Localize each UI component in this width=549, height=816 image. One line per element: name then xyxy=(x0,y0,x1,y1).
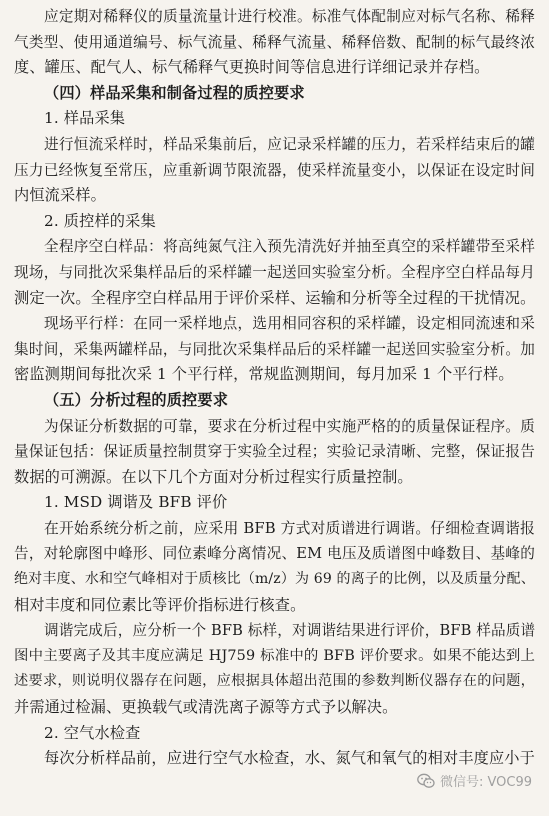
text-line: 图中主要离子及其丰度应满足 HJ759 标准中的 BFB 评价要求。如果不能达到上 xyxy=(14,647,535,664)
text-line: 测定一次。全程序空白样品用于评价采样、运输和分析等全过程的干扰情况。 xyxy=(14,288,535,307)
section-heading: （五）分析过程的质控要求 xyxy=(44,390,229,409)
text-line: 现场，与同批次采集样品后的采样罐一起送回实验室分析。全程序空白样品每月 xyxy=(14,263,535,281)
text-line: 2. 空气水检查 xyxy=(44,723,141,742)
text-line: 密监测期间每批次采 1 个平行样，常规监测期间，每月加采 1 个平行样。 xyxy=(14,365,514,384)
text-line: 现场平行样：在同一采样地点，选用相同容积的采样罐，设定相同流速和采 xyxy=(44,315,535,333)
text-line: 气类型、使用通道编号、标气流量、稀释气流量、稀释倍数、配制的标气最终浓 xyxy=(14,33,535,51)
text-line: 集时间，采集两罐样品，与同批次采集样品后的采样罐一起送回实验室分析。加 xyxy=(14,340,535,358)
wechat-icon xyxy=(417,773,435,789)
text-line: 调谐完成后，应分析一个 BFB 标样，对调谐结果进行评价，BFB 样品质谱 xyxy=(44,622,535,640)
text-line: 在开始系统分析之前，应采用 BFB 方式对质谱进行调谐。仔细检查调谐报 xyxy=(44,519,535,537)
text-line: 每次分析样品前，应进行空气水检查，水、氮气和氧气的相对丰度应小于 xyxy=(44,749,535,768)
text-line: 量保证包括：保证质量控制贯穿于实验全过程；实验记录清晰、完整，保证报告 xyxy=(14,443,535,461)
text-line: 进行恒流采样时，样品采集前后，应记录采样罐的压力，若采样结束后的罐 xyxy=(44,135,535,153)
text-line: 内恒流采样。 xyxy=(14,186,107,205)
watermark xyxy=(414,770,535,791)
document-body xyxy=(14,4,535,772)
text-line: 绝对丰度、水和空气峰相对于质核比（m/z）为 69 的离子的比例，以及质量分配、 xyxy=(14,571,535,588)
text-line: 压力已经恢复至常压，应重新调节限流器，使采样流量变小，以保证在设定时间 xyxy=(14,161,535,179)
text-line: 应定期对稀释仪的质量流量计进行校准。标准气体配制应对标气名称、稀释 xyxy=(44,8,535,25)
watermark-text: 微信号: VOC99 xyxy=(439,775,532,790)
text-line: 1. 样品采集 xyxy=(44,109,126,128)
text-line: 为保证分析数据的可靠，要求在分析过程中实施严格的的质量保证程序。质 xyxy=(44,417,535,435)
section-heading: （四）样品采集和制备过程的质控要求 xyxy=(44,83,305,102)
text-line: 并需通过检漏、更换载气或清洗离子源等方式予以解决。 xyxy=(14,698,398,717)
text-line: 1. MSD 调谐及 BFB 评价 xyxy=(44,493,228,512)
text-line: 述要求，则说明仪器存在问题，应根据具体超出范围的参数判断仪器存在的问题， xyxy=(14,673,535,690)
text-line: 全程序空白样品：将高纯氮气注入预先清洗好并抽至真空的采样罐带至采样 xyxy=(44,238,535,256)
text-line: 度、罐压、配气人、标气稀释气更换时间等信息进行详细记录并存档。 xyxy=(14,58,490,77)
text-line: 数据的可溯源。在以下几个方面对分析过程实行质量控制。 xyxy=(14,467,413,486)
text-line: 相对丰度和同位素比等评价指标进行核查。 xyxy=(14,595,306,614)
text-line: 2. 质控样的采集 xyxy=(44,211,156,230)
text-line: 告，对轮廓图中峰形、同位素峰分离情况、EM 电压及质谱图中峰数目、基峰的 xyxy=(14,545,535,563)
